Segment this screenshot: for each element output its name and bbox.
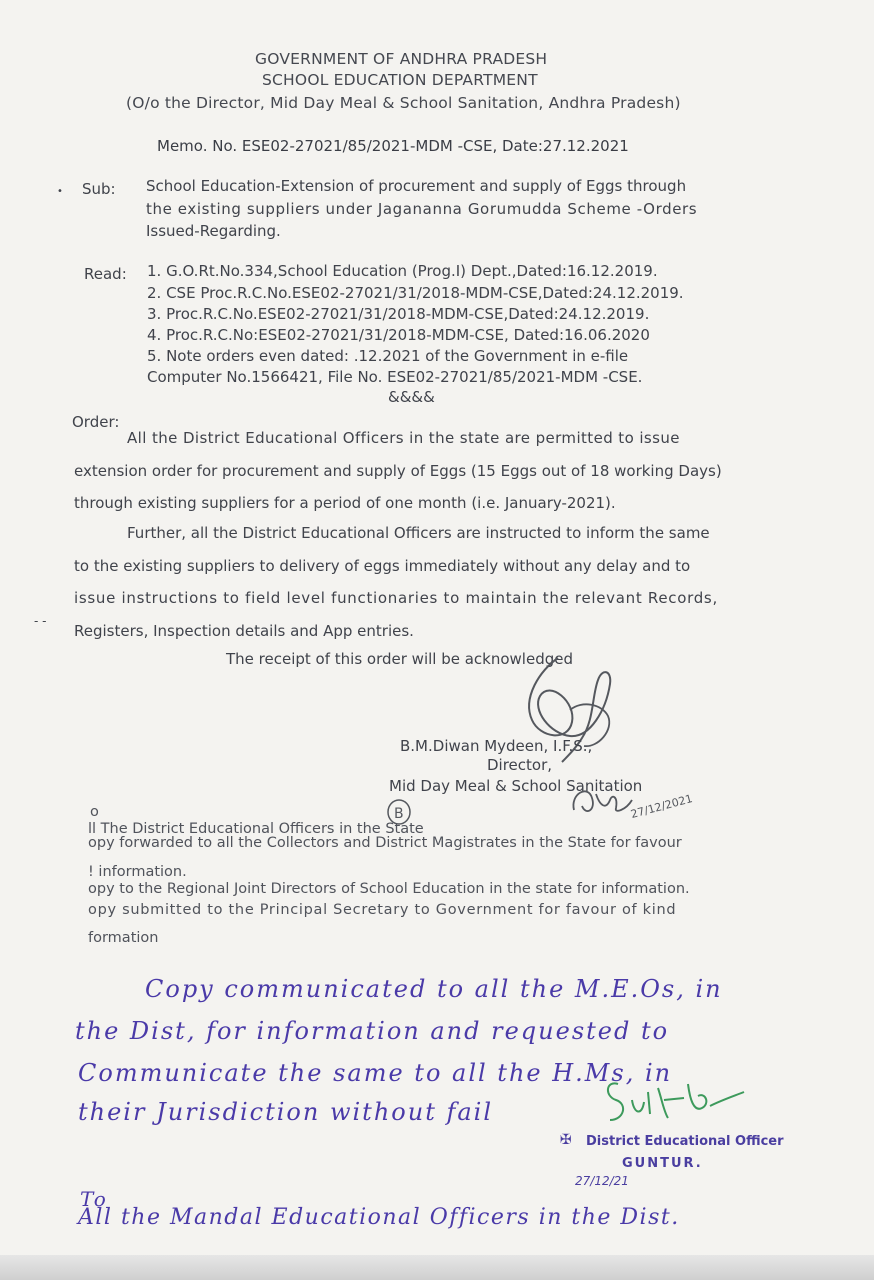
read-item: 5. Note orders even dated: .12.2021 of the Government in e-file bbox=[147, 347, 629, 365]
handwritten-note-line: the Dist, for information and requested to bbox=[75, 1017, 670, 1045]
signature-date: 27/12/2021 bbox=[629, 792, 694, 822]
page-bottom-edge bbox=[0, 1255, 874, 1280]
signatory-office: Mid Day Meal & School Sanitation bbox=[389, 777, 643, 795]
copy-to-line: o bbox=[90, 804, 99, 820]
header-office: (O/o the Director, Mid Day Meal & School Sanitation, Andhra Pradesh) bbox=[126, 94, 681, 112]
order-line: through existing suppliers for a period of one month (i.e. January-2021). bbox=[74, 494, 616, 512]
svg-text:B: B bbox=[394, 806, 404, 822]
subject-line: the existing suppliers under Jagananna Gorumudda Scheme -Orders bbox=[146, 200, 698, 218]
header-department: SCHOOL EDUCATION DEPARTMENT bbox=[262, 71, 538, 89]
stamp-emblem: ✠ bbox=[560, 1132, 572, 1148]
memo-number: Memo. No. ESE02-27021/85/2021-MDM -CSE, Date:27.12.2021 bbox=[157, 137, 629, 155]
read-item: 4. Proc.R.C.No:ESE02-27021/31/2018-MDM-CSE, Dated:16.06.2020 bbox=[147, 326, 650, 344]
order-line: to the existing suppliers to delivery of eggs immediately without any delay and to bbox=[74, 557, 691, 575]
handwritten-note-line: Copy communicated to all the M.E.Os, in bbox=[145, 975, 723, 1003]
copy-to-line: formation bbox=[88, 930, 159, 946]
copy-to-line: opy to the Regional Joint Directors of School Education in the state for information. bbox=[88, 881, 690, 897]
read-label: Read: bbox=[84, 265, 127, 283]
copy-to-line: opy submitted to the Principal Secretary to Government for favour of kind bbox=[88, 902, 677, 918]
order-line: extension order for procurement and supply of Eggs (15 Eggs out of 18 working Days) bbox=[74, 462, 722, 480]
to-recipients: All the Mandal Educational Officers in the Dist. bbox=[78, 1205, 680, 1230]
handwritten-note-line: their Jurisdiction without fail bbox=[78, 1098, 494, 1126]
stamp-designation: District Educational Officer bbox=[586, 1134, 784, 1149]
read-item: 2. CSE Proc.R.C.No.ESE02-27021/31/2018-MDM-CSE,Dated:24.12.2019. bbox=[147, 284, 684, 302]
read-item: 1. G.O.Rt.No.334,School Education (Prog.I) Dept.,Dated:16.12.2019. bbox=[147, 262, 658, 280]
subject-line: Issued-Regarding. bbox=[146, 222, 281, 240]
receipt-line: The receipt of this order will be acknowledged bbox=[226, 650, 573, 668]
subject-label: Sub: bbox=[82, 180, 116, 198]
subject-line: School Education-Extension of procurement and supply of Eggs through bbox=[146, 177, 687, 195]
bullet-mark: • bbox=[57, 186, 63, 197]
stamp-place: GUNTUR. bbox=[622, 1156, 703, 1171]
order-line: Registers, Inspection details and App entries. bbox=[74, 622, 414, 640]
to-label: To bbox=[80, 1187, 108, 1211]
order-line: Further, all the District Educational Officers are instructed to inform the same bbox=[127, 524, 710, 542]
order-label: Order: bbox=[72, 413, 120, 431]
order-line: issue instructions to field level functionaries to maintain the relevant Records, bbox=[74, 589, 718, 607]
signatory-name: B.M.Diwan Mydeen, I.F.S., bbox=[400, 737, 593, 755]
read-item: 3. Proc.R.C.No.ESE02-27021/31/2018-MDM-CSE,Dated:24.12.2019. bbox=[147, 305, 650, 323]
stamp-date: 27/12/21 bbox=[575, 1174, 629, 1188]
copy-to-line: ll The District Educational Officers in the State bbox=[88, 821, 424, 837]
header-government: GOVERNMENT OF ANDHRA PRADESH bbox=[255, 50, 548, 68]
read-item: Computer No.1566421, File No. ESE02-27021/85/2021-MDM -CSE. bbox=[147, 368, 643, 386]
section-separator: &&&& bbox=[388, 388, 435, 406]
copy-to-line: opy forwarded to all the Collectors and District Magistrates in the State for favour bbox=[88, 835, 682, 851]
deo-signature bbox=[598, 1070, 748, 1130]
handwritten-note-line: Communicate the same to all the H.Ms, in bbox=[78, 1059, 673, 1087]
signatory-title: Director, bbox=[487, 756, 553, 774]
copy-to-line: ! information. bbox=[88, 864, 187, 880]
margin-mark: - - bbox=[34, 614, 47, 628]
order-line: All the District Educational Officers in the state are permitted to issue bbox=[127, 429, 680, 447]
